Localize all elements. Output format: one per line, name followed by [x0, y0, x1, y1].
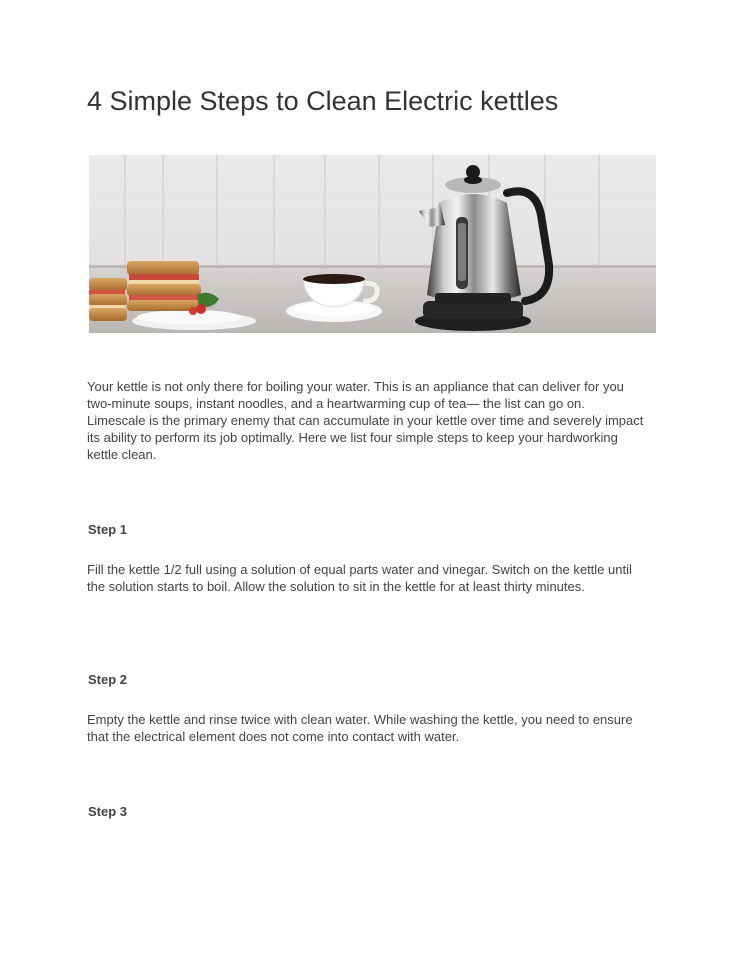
step-3-heading: Step 3	[88, 804, 128, 819]
step-1-heading: Step 1	[88, 522, 128, 537]
intro-paragraph: Your kettle is not only there for boiling your water. This is an appliance that can deliver for you two-minute soups, instant noodles, and a heartwarming cup of tea— the list can go on. Limescale is the primary enemy that can accumulate in your kettle over time and severely impact its ability to perform its job optimally. Here we list four simple steps to keep your hardworking kettle clean.	[87, 379, 644, 462]
step-2-text: Empty the kettle and rinse twice with clean water. While washing the kettle, you need to ensure that the electrical element does not come into contact with water.	[87, 712, 633, 744]
page-title: 4 Simple Steps to Clean Electric kettles	[87, 86, 559, 116]
step-2-heading: Step 2	[88, 672, 128, 687]
hero-image-kettle	[89, 155, 656, 333]
step-1-text: Fill the kettle 1/2 full using a solution of equal parts water and vinegar. Switch on the kettle until the solution starts to boil. Allow the solution to sit in the kettle for at least thirty minutes.	[87, 562, 632, 594]
